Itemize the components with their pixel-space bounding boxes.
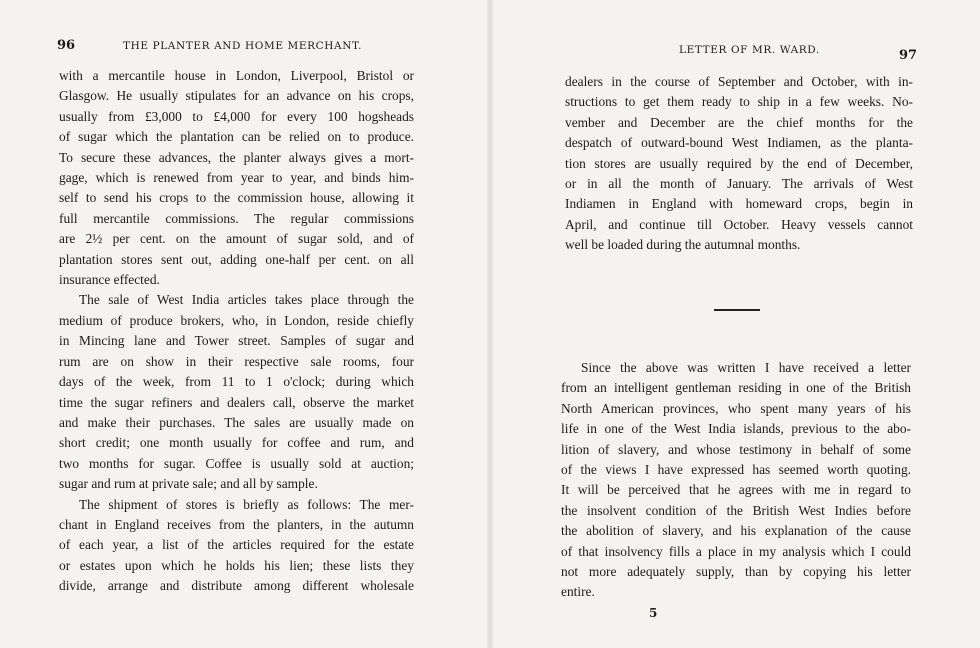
text-line: of each year, a list of the articles required for the estate xyxy=(59,537,414,553)
text-line: lition of slavery, and whose testimony in behalf of some xyxy=(561,441,911,457)
text-line: It will be perceived that he agrees with me in regard to xyxy=(561,482,911,498)
text-line: insurance effected. xyxy=(59,272,160,288)
text-line: tion stores are usually required by the end of December, xyxy=(565,155,913,171)
text-line: To secure these advances, the planter always gives a mort- xyxy=(59,149,414,165)
text-line: divide, arrange and distribute among different wholesale xyxy=(59,578,414,594)
text-line: of that insolvency fills a place in my analysis which I could xyxy=(561,543,911,559)
text-line: the abolition of slavery, and his explanation of the cause xyxy=(561,523,911,539)
section-divider xyxy=(714,309,760,311)
text-line: April, and continue till October. Heavy vessels cannot xyxy=(565,216,913,232)
text-line: dealers in the course of September and October, with in- xyxy=(565,74,913,89)
text-line: well be loaded during the autumnal months. xyxy=(565,237,801,253)
text-line: usually from £3,000 to £4,000 for every 100 hogsheads xyxy=(59,108,414,124)
text-line: of the views I have expressed has seemed worth quoting. xyxy=(561,462,911,478)
text-line: from an intelligent gentleman residing in one of the British xyxy=(561,380,911,396)
text-line: structions to get them ready to ship in a few weeks. No- xyxy=(565,94,913,110)
text-line: full mercantile commissions. The regular commissions xyxy=(59,210,414,226)
text-line: chant in England receives from the planters, in the autumn xyxy=(59,516,414,532)
text-line: Indiamen in England with homeward crops, begin in xyxy=(565,196,913,212)
text-line: gage, which is renewed from year to year, and binds him- xyxy=(59,170,414,186)
text-line: sugar and rum at private sale; and all by sample. xyxy=(59,476,318,492)
right-page-number: 97 xyxy=(899,48,918,63)
text-line: the insolvent condition of the British West Indies before xyxy=(561,502,911,518)
text-line: two months for sugar. Coffee is usually sold at auction; xyxy=(59,455,414,471)
text-line: rum are on show in their respective sale rooms, four xyxy=(59,353,414,369)
right-running-head: LETTER OF MR. WARD. xyxy=(679,44,820,56)
text-line: and make their purchases. The sales are usually made on xyxy=(59,414,414,430)
text-line: or estates upon which he holds his lien; these lists they xyxy=(59,557,414,573)
right-body-text-top xyxy=(565,72,913,256)
text-line: or in all the month of January. The arrivals of West xyxy=(565,176,913,192)
text-line: medium of produce brokers, who, in London, reside chiefly xyxy=(59,312,414,328)
text-line: Since the above was written I have received a letter xyxy=(581,360,911,375)
left-page-number: 96 xyxy=(57,38,76,53)
signature-mark: 5 xyxy=(649,606,658,620)
text-line: self to send his crops to the commission house, allowing it xyxy=(59,190,414,206)
text-line: time the sugar refiners and dealers call, observe the market xyxy=(59,394,414,410)
text-line: not more adequately supply, than by copying his letter xyxy=(561,564,911,580)
text-line: The shipment of stores is briefly as follows: The mer- xyxy=(79,496,414,512)
text-line: short credit; one month usually for coffee and rum, and xyxy=(59,435,414,451)
text-line: plantation stores sent out, adding one-half per cent. on all xyxy=(59,251,414,267)
text-line: of sugar which the plantation can be relied on to produce. xyxy=(59,129,414,145)
text-line: Glasgow. He usually stipulates for an advance on his crops, xyxy=(59,88,414,104)
right-page xyxy=(490,0,980,648)
text-line: entire. xyxy=(561,584,595,600)
text-line: The sale of West India articles takes place through the xyxy=(79,292,414,308)
text-line: days of the week, from 11 to 1 o'clock; during which xyxy=(59,374,414,390)
right-body-text-bottom xyxy=(561,358,911,603)
text-line: in Mincing lane and Tower street. Samples of sugar and xyxy=(59,333,414,349)
text-line: North American provinces, who spent many years of his xyxy=(561,400,911,416)
text-line: life in one of the West India islands, previous to the abo- xyxy=(561,421,911,437)
left-running-head: THE PLANTER AND HOME MERCHANT. xyxy=(123,40,363,52)
text-line: vember and December are the chief months for the xyxy=(565,114,913,130)
text-line: despatch of outward-bound West Indiamen, as the planta- xyxy=(565,135,913,151)
text-line: are 2½ per cent. on the amount of sugar sold, and of xyxy=(59,231,414,247)
left-body-text xyxy=(59,66,414,597)
text-line: with a mercantile house in London, Liverpool, Bristol or xyxy=(59,68,414,83)
